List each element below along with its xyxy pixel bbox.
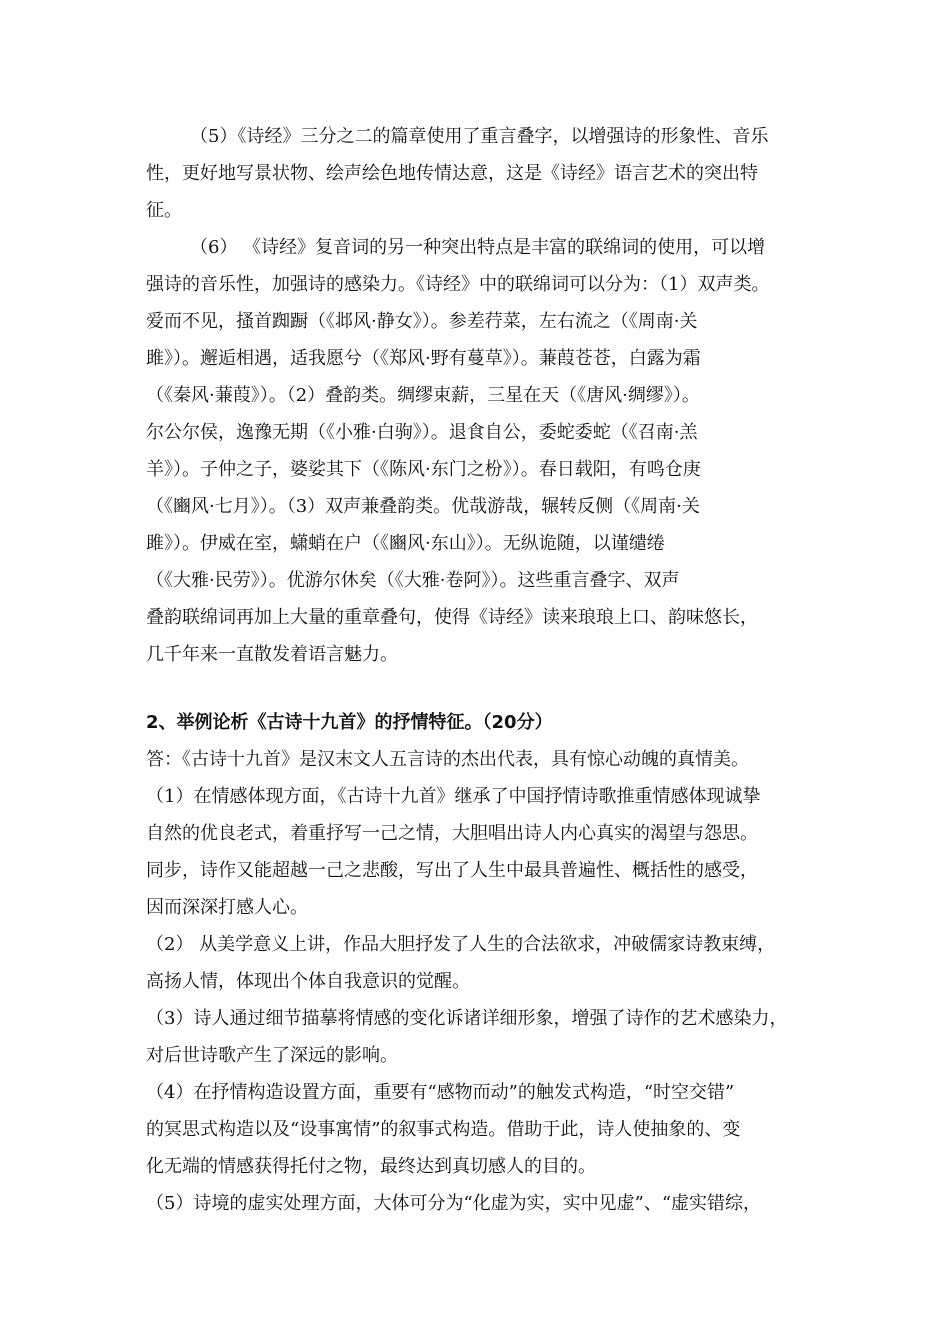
paragraph-line: 爱而不见，搔首踟蹰（《邶风·静女》）。参差荇菜，左右流之（《周南·关 — [146, 311, 698, 332]
answer-line: 因而深深打感人心。 — [146, 897, 308, 918]
answer-line: （3）诗人通过细节描摹将情感的变化诉诸详细形象，增强了诗作的艺术感染力， — [146, 1008, 788, 1029]
paragraph-line: 强诗的音乐性，加强诗的感染力。《诗经》中的联绵词可以分为：（1）双声类。 — [146, 274, 770, 295]
paragraph-line: （《豳风·七月》）。（3）双声兼叠韵类。优哉游哉，辗转反侧（《周南·关 — [146, 496, 700, 517]
question-heading: 2、举例论析《古诗十九首》的抒情特征。（20分） — [146, 712, 553, 733]
paragraph-line: （5）《诗经》三分之二的篇章使用了重言叠字，以增强诗的形象性、音乐 — [190, 126, 769, 147]
paragraph-line: 羊》）。子仲之子，婆娑其下（《陈风·东门之枌》）。春日载阳，有鸣仓庚 — [146, 459, 701, 480]
answer-line: （5）诗境的虚实处理方面，大体可分为“化虚为实，实中见虚”、“虚实错综， — [146, 1193, 762, 1214]
paragraph-line: 征。 — [146, 200, 182, 221]
answer-line: 的冥思式构造以及“设事寓情”的叙事式构造。借助于此，诗人使抽象的、变 — [146, 1119, 741, 1140]
answer-line: （4）在抒情构造设置方面，重要有“感物而动”的触发式构造，“时空交错” — [146, 1082, 735, 1103]
answer-line: 化无端的情感获得托付之物，最终达到真切感人的目的。 — [146, 1156, 596, 1177]
paragraph-line: （6） 《诗经》复音词的另一种突出特点是丰富的联绵词的使用，可以增 — [190, 237, 766, 258]
paragraph-line: 尔公尔侯，逸豫无期（《小雅·白驹》）。退食自公，委蛇委蛇（《召南·羔 — [146, 422, 698, 443]
paragraph-line: 雎》）。伊威在室，蟏蛸在户（《豳风·东山》）。无纵诡随，以谨缱绻 — [146, 533, 665, 554]
paragraph-line: 叠韵联绵词再加上大量的重章叠句，使得《诗经》读来琅琅上口、韵味悠长， — [146, 607, 758, 628]
answer-line: 对后世诗歌产生了深远的影响。 — [146, 1045, 398, 1066]
paragraph-line: （《秦风·蒹葭》）。（2）叠韵类。绸缪束薪，三星在天（《唐风·绸缪》）。 — [146, 385, 700, 406]
paragraph-line: 雎》）。邂逅相遇，适我愿兮（《郑风·野有蔓草》）。蒹葭苍苍，白露为霜 — [146, 348, 701, 369]
answer-line: 同步，诗作又能超越一己之悲酸，写出了人生中最具普遍性、概括性的感受， — [146, 860, 758, 881]
answer-line: 自然的优良老式，着重抒写一己之情，大胆唱出诗人内心真实的渴望与怨思。 — [146, 823, 758, 844]
paragraph-line: 几千年来一直散发着语言魅力。 — [146, 644, 398, 665]
answer-line: （1）在情感体现方面，《古诗十九首》继承了中国抒情诗歌推重情感体现诚挚 — [146, 786, 761, 807]
answer-line: 高扬人情，体现出个体自我意识的觉醒。 — [146, 971, 470, 992]
paragraph-line: （《大雅·民劳》）。优游尔休矣（《大雅·卷阿》）。这些重言叠字、双声 — [146, 570, 680, 591]
answer-line: 答：《古诗十九首》是汉末文人五言诗的杰出代表，具有惊心动魄的真情美。 — [146, 749, 749, 770]
answer-line: （2） 从美学意义上讲，作品大胆抒发了人生的合法欲求，冲破儒家诗教束缚， — [146, 934, 776, 955]
paragraph-line: 性，更好地写景状物、绘声绘色地传情达意，这是《诗经》语言艺术的突出特 — [146, 163, 758, 184]
